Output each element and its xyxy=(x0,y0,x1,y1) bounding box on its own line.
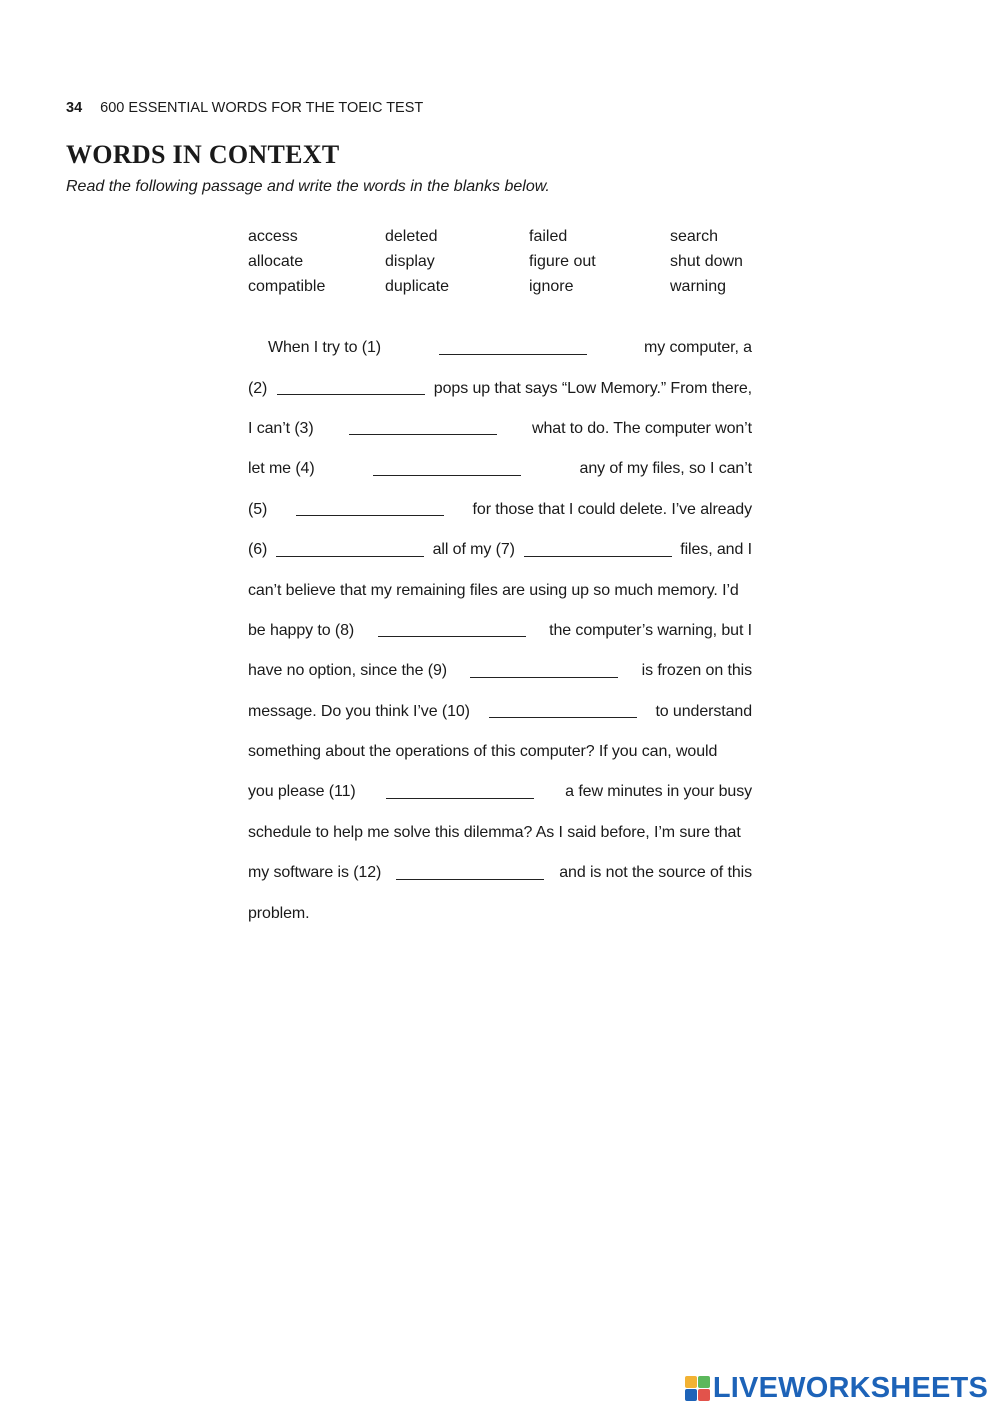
passage-text: my computer, a xyxy=(644,339,752,357)
passage-line xyxy=(248,692,752,732)
answer-blank-4[interactable] xyxy=(373,463,521,476)
word-bank-row xyxy=(248,274,768,299)
passage-line xyxy=(248,328,752,368)
word-bank-word: shut down xyxy=(670,252,743,270)
word-bank-row xyxy=(248,224,768,249)
passage-line xyxy=(248,651,752,691)
word-bank-word: ignore xyxy=(529,277,574,295)
passage-text: my software is (12) xyxy=(248,864,382,882)
section-title: WORDS IN CONTEXT xyxy=(66,140,340,169)
passage-text: and is not the source of this xyxy=(559,864,752,882)
passage-text: is frozen on this xyxy=(641,662,752,680)
word-bank-word: duplicate xyxy=(385,277,450,295)
passage-line xyxy=(248,772,752,812)
logo-square xyxy=(698,1389,710,1401)
passage-text: what to do. The computer won’t xyxy=(532,419,752,437)
word-bank-word: display xyxy=(385,252,435,270)
passage-text: files, and I xyxy=(680,541,752,559)
passage-text: be happy to (8) xyxy=(248,621,355,639)
instructions: Read the following passage and write the words in the blanks below. xyxy=(66,178,550,195)
passage-line xyxy=(248,893,752,933)
answer-blank-5[interactable] xyxy=(296,503,444,516)
liveworksheets-brand xyxy=(685,1372,988,1405)
passage-line xyxy=(248,530,752,570)
answer-blank-6[interactable] xyxy=(276,544,424,557)
answer-blank-2[interactable] xyxy=(277,382,425,395)
passage-text: have no option, since the (9) xyxy=(248,662,448,680)
passage-line xyxy=(248,611,752,651)
passage-text: to understand xyxy=(655,702,752,720)
passage-line xyxy=(248,570,752,610)
passage-text: message. Do you think I’ve (10) xyxy=(248,702,470,720)
passage-text: pops up that says “Low Memory.” From there, xyxy=(433,379,752,397)
passage-text: problem. xyxy=(248,904,310,922)
passage-text: schedule to help me solve this dilemma? As I said before, I’m sure that xyxy=(248,823,741,841)
answer-blank-11[interactable] xyxy=(386,786,534,799)
book-title: 600 ESSENTIAL WORDS FOR THE TOEIC TEST xyxy=(100,100,424,116)
passage-text: the computer’s warning, but I xyxy=(549,621,752,639)
passage-line xyxy=(248,449,752,489)
answer-blank-3[interactable] xyxy=(349,422,497,435)
answer-blank-12[interactable] xyxy=(396,867,544,880)
word-bank-word: figure out xyxy=(529,252,596,270)
passage-text: (5) xyxy=(248,500,268,518)
passage-text: for those that I could delete. I’ve already xyxy=(472,500,752,518)
logo-square xyxy=(698,1376,710,1388)
passage-text: let me (4) xyxy=(248,460,315,478)
passage-text: all of my (7) xyxy=(432,541,515,559)
passage-text: any of my files, so I can’t xyxy=(579,460,752,478)
passage xyxy=(248,328,752,934)
answer-blank-9[interactable] xyxy=(470,665,618,678)
word-bank-word: allocate xyxy=(248,252,304,270)
passage-line xyxy=(248,732,752,772)
passage-line xyxy=(248,813,752,853)
passage-line xyxy=(248,368,752,408)
word-bank-word: failed xyxy=(529,227,568,245)
word-bank-word: warning xyxy=(670,277,727,295)
page-number: 34 xyxy=(66,100,83,116)
answer-blank-7[interactable] xyxy=(524,544,672,557)
passage-text: you please (11) xyxy=(248,783,356,801)
brand-text: LIVEWORKSHEETS xyxy=(712,1372,988,1404)
word-bank-row xyxy=(248,249,768,274)
passage-text: a few minutes in your busy xyxy=(565,783,752,801)
passage-text: can’t believe that my remaining files are using up so much memory. I’d xyxy=(248,581,739,599)
page-header xyxy=(66,100,423,116)
answer-blank-1[interactable] xyxy=(439,342,587,355)
passage-text: (2) xyxy=(248,379,268,397)
liveworksheets-logo-icon xyxy=(685,1376,710,1401)
logo-square xyxy=(685,1389,697,1401)
word-bank xyxy=(248,224,768,299)
passage-line xyxy=(248,853,752,893)
passage-text: something about the operations of this computer? If you can, would xyxy=(248,743,718,761)
passage-text: (6) xyxy=(248,541,268,559)
word-bank-word: compatible xyxy=(248,277,326,295)
answer-blank-8[interactable] xyxy=(378,624,526,637)
word-bank-word: access xyxy=(248,227,298,245)
passage-line xyxy=(248,490,752,530)
word-bank-word: deleted xyxy=(385,227,438,245)
passage-text: When I try to (1) xyxy=(268,339,381,357)
passage-text: I can’t (3) xyxy=(248,419,314,437)
logo-square xyxy=(685,1376,697,1388)
word-bank-word: search xyxy=(670,227,719,245)
answer-blank-10[interactable] xyxy=(489,705,637,718)
passage-line xyxy=(248,409,752,449)
